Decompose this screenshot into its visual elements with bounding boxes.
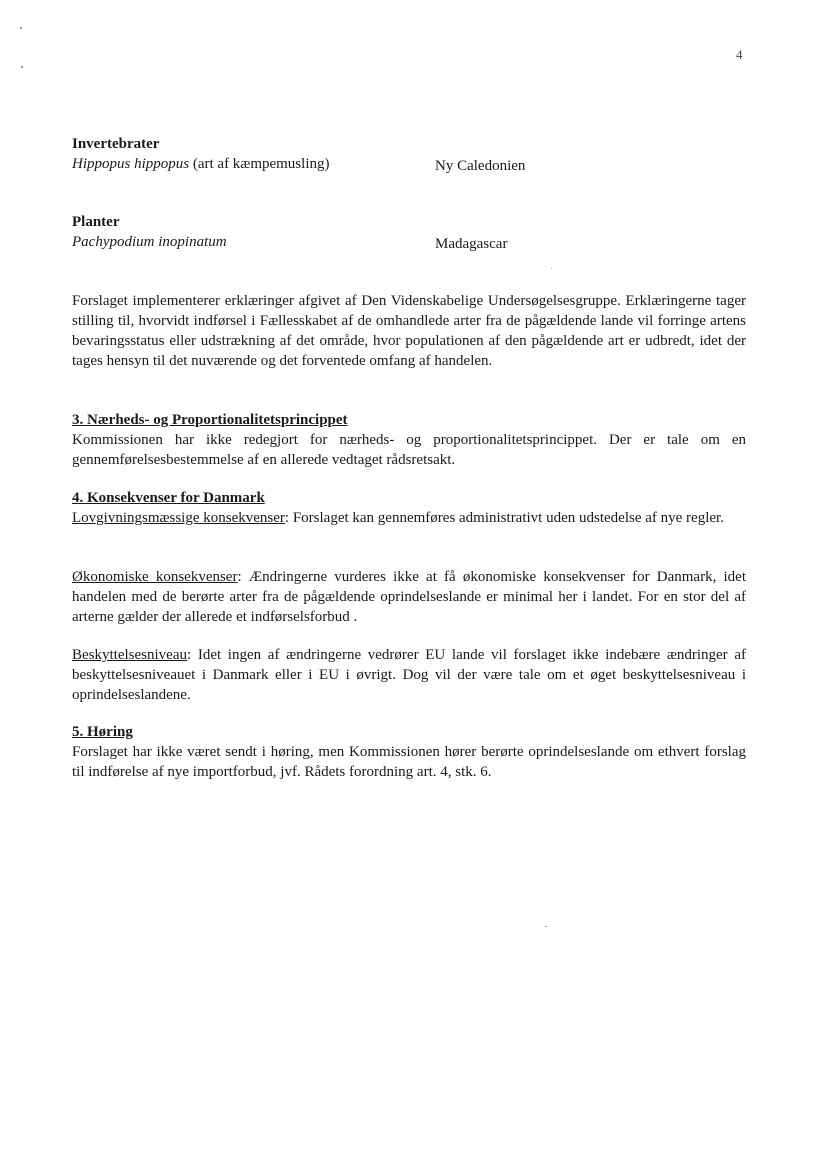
section-3 [72, 410, 746, 470]
legislative-label: Lovgivningsmæssige konsekvenser [72, 510, 285, 526]
invertebrates-block [72, 134, 746, 174]
invertebrates-heading: Invertebrater [72, 136, 160, 152]
economic-block [72, 567, 746, 627]
invertebrates-species [72, 156, 329, 172]
protection-text: : Idet ingen af ændringerne vedrører EU lande vil forslaget ikke indebære ændringer af beskyttelsesniveauet i Danmark eller i EU i øvrigt. Dog vil der være tale om et øget beskyttelsesniveau i oprindelseslandene. [72, 647, 746, 703]
page-number: 4 [736, 47, 743, 62]
scan-speck [545, 926, 547, 927]
section-3-text: Kommissionen har ikke redegjort for nærheds- og proportionalitetsprincippet. Der er tale om en gennemførelsesbestemmelse af en allerede vedtaget rådsretsakt. [72, 432, 746, 468]
species-note: (art af kæmpemusling) [189, 156, 330, 172]
section-4 [72, 488, 746, 528]
plants-species: Pachypodium inopinatum [72, 234, 227, 250]
section-3-title: 3. Nærheds- og Proportionalitetsprincippet [72, 412, 348, 428]
protection-paragraph [72, 645, 746, 705]
scan-speck [20, 27, 22, 29]
legislative-paragraph [72, 508, 746, 528]
plants-row [72, 232, 746, 252]
economic-paragraph [72, 567, 746, 627]
section-4-title: 4. Konsekvenser for Danmark [72, 490, 265, 506]
protection-label: Beskyttelsesniveau [72, 647, 187, 663]
plants-block [72, 212, 746, 252]
species-name: Hippopus hippopus [72, 156, 190, 172]
scan-speck [21, 66, 23, 68]
economic-label: Økonomiske konsekvenser [72, 569, 238, 585]
section-5-text: Forslaget har ikke været sendt i høring, men Kommissionen hører berørte oprindelseslande om ethvert forslag til indførelse af nye importforbud, jvf. Rådets forordning art. 4, stk. 6. [72, 744, 746, 780]
section-5-title: 5. Høring [72, 724, 133, 740]
intro-block [72, 291, 746, 371]
invertebrates-row [72, 154, 746, 174]
scan-speck [551, 268, 552, 269]
economic-text: : Ændringerne vurderes ikke at få økonomiske konsekvenser for Danmark, idet handelen med de berørte arter fra de pågældende oprindelseslande er minimal her i landet. For en stor del af arterne gælder der allerede et indførselsforbud . [72, 569, 746, 625]
invertebrates-location: Ny Caledonien [435, 158, 526, 174]
plants-heading: Planter [72, 214, 120, 230]
protection-block [72, 645, 746, 705]
intro-paragraph: Forslaget implementerer erklæringer afgivet af Den Videnskabelige Undersøgelsesgruppe. Erklæringerne tager stilling til, hvorvidt indførsel i Fællesskabet af de omhandlede arter fra de pågældende lande vil forringe artens bevaringsstatus eller udstrækning af det område, hvor populationen af den pågældende art er udbredt, idet der tages hensyn til det nuværende og det forventede omfang af handelen. [72, 293, 746, 369]
legislative-text: : Forslaget kan gennemføres administrativt uden udstedelse af nye regler. [284, 510, 724, 526]
plants-location: Madagascar [435, 236, 508, 252]
section-5 [72, 722, 746, 782]
